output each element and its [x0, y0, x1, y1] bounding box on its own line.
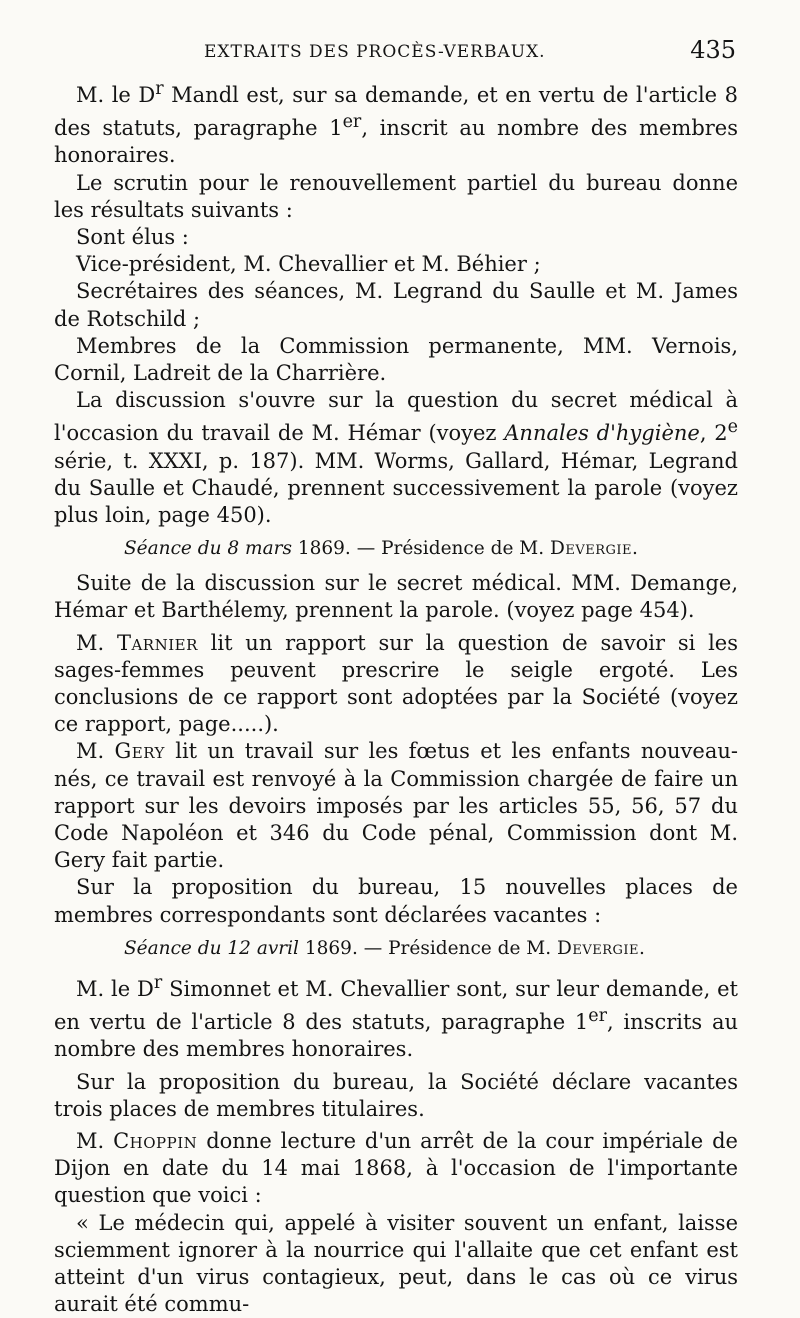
paragraph-tarnier: M. Tarnier lit un rapport sur la question de savoir si les sages-femmes peuvent prescrire le seigle ergoté. Les conclusions de ce rapport sont adoptées par la Société (voyez ce rapport, page.....). — [54, 630, 738, 737]
paragraph-discussion: La discussion s'ouvre sur la question du secret médical à l'occasion du travail de M. Hémar (voyez Annales d'hygiène, 2e série, t. XXXI, p. 187). MM. Worms, Gallard, Hémar, Legrand du Saulle et Chaudé, prennent successivement la parole (voyez plus loin, page 450). — [54, 388, 738, 528]
paragraph-simonnet: M. le $D^r$ Simonnet et M. Chevallier sont, sur leur demande, et en vertu de l'article 8 des statuts, paragraphe 1er, inscrits au nombre des membres honoraires. — [54, 972, 738, 1062]
running-title: EXTRAITS DES PROCÈS-VERBAUX. — [204, 42, 546, 62]
paragraph-vice-president: Vice-président, M. Chevallier et M. Béhier ; — [76, 252, 541, 277]
paragraph-suite-discussion: Suite de la discussion sur le secret médical. MM. Demange, Hémar et Barthélemy, prennent la parole. (voyez page 454). — [54, 571, 738, 623]
paragraph-places-titulaires: Sur la proposition du bureau, la Société déclare vacantes trois places de membres titulaires. — [54, 1069, 738, 1121]
paragraph-scrutin: Le scrutin pour le renouvellement partiel du bureau donne les résultats suivants : — [54, 170, 738, 222]
paragraph-sont-elus: Sont élus : — [76, 225, 189, 250]
session-heading-12-avril: Séance du 12 avril 1869. — Présidence de M. Devergie. — [124, 937, 645, 959]
paragraph-gery: M. Gery lit un travail sur les fœtus et les enfants nouveau-nés, ce travail est renvoyé à la Commission chargée de faire un rapport sur les devoirs imposés par les articles 55, 56, 57 du Code Napoléon et 346 du Code pénal, Commission dont M. Gery fait partie. — [54, 739, 738, 873]
session-heading-8-mars: Séance du 8 mars 1869. — Présidence de M. Devergie. — [124, 538, 638, 560]
paragraph-secretaires: Secrétaires des séances, M. Legrand du Saulle et M. James de Rotschild ; — [54, 279, 738, 331]
paragraph-choppin: M. Choppin donne lecture d'un arrêt de la cour impériale de Dijon en date du 14 mai 1868, à l'occasion de l'importante question que voici : — [54, 1128, 738, 1208]
paragraph-places-correspondants: Sur la proposition du bureau, 15 nouvelles places de membres correspondants sont déclarées vacantes : — [54, 875, 738, 927]
page-number: 435 — [690, 36, 736, 64]
page-header — [54, 36, 738, 76]
paragraph-commission: Membres de la Commission permanente, MM. Vernois, Cornil, Ladreit de la Charrière. — [54, 333, 738, 386]
paragraph-mandl: M. le $D^r$ Mandl est, sur sa demande, et en vertu de l'article 8 des statuts, paragraphe 1er, inscrit au nombre des membres honoraires. — [54, 79, 738, 168]
paragraph-quotation: « Le médecin qui, appelé à visiter souvent un enfant, laisse sciemment ignorer à la nourrice qui l'allaite que cet enfant est atteint d'un virus contagieux, peut, dans le cas où ce virus aurait été commu- — [54, 1210, 738, 1317]
